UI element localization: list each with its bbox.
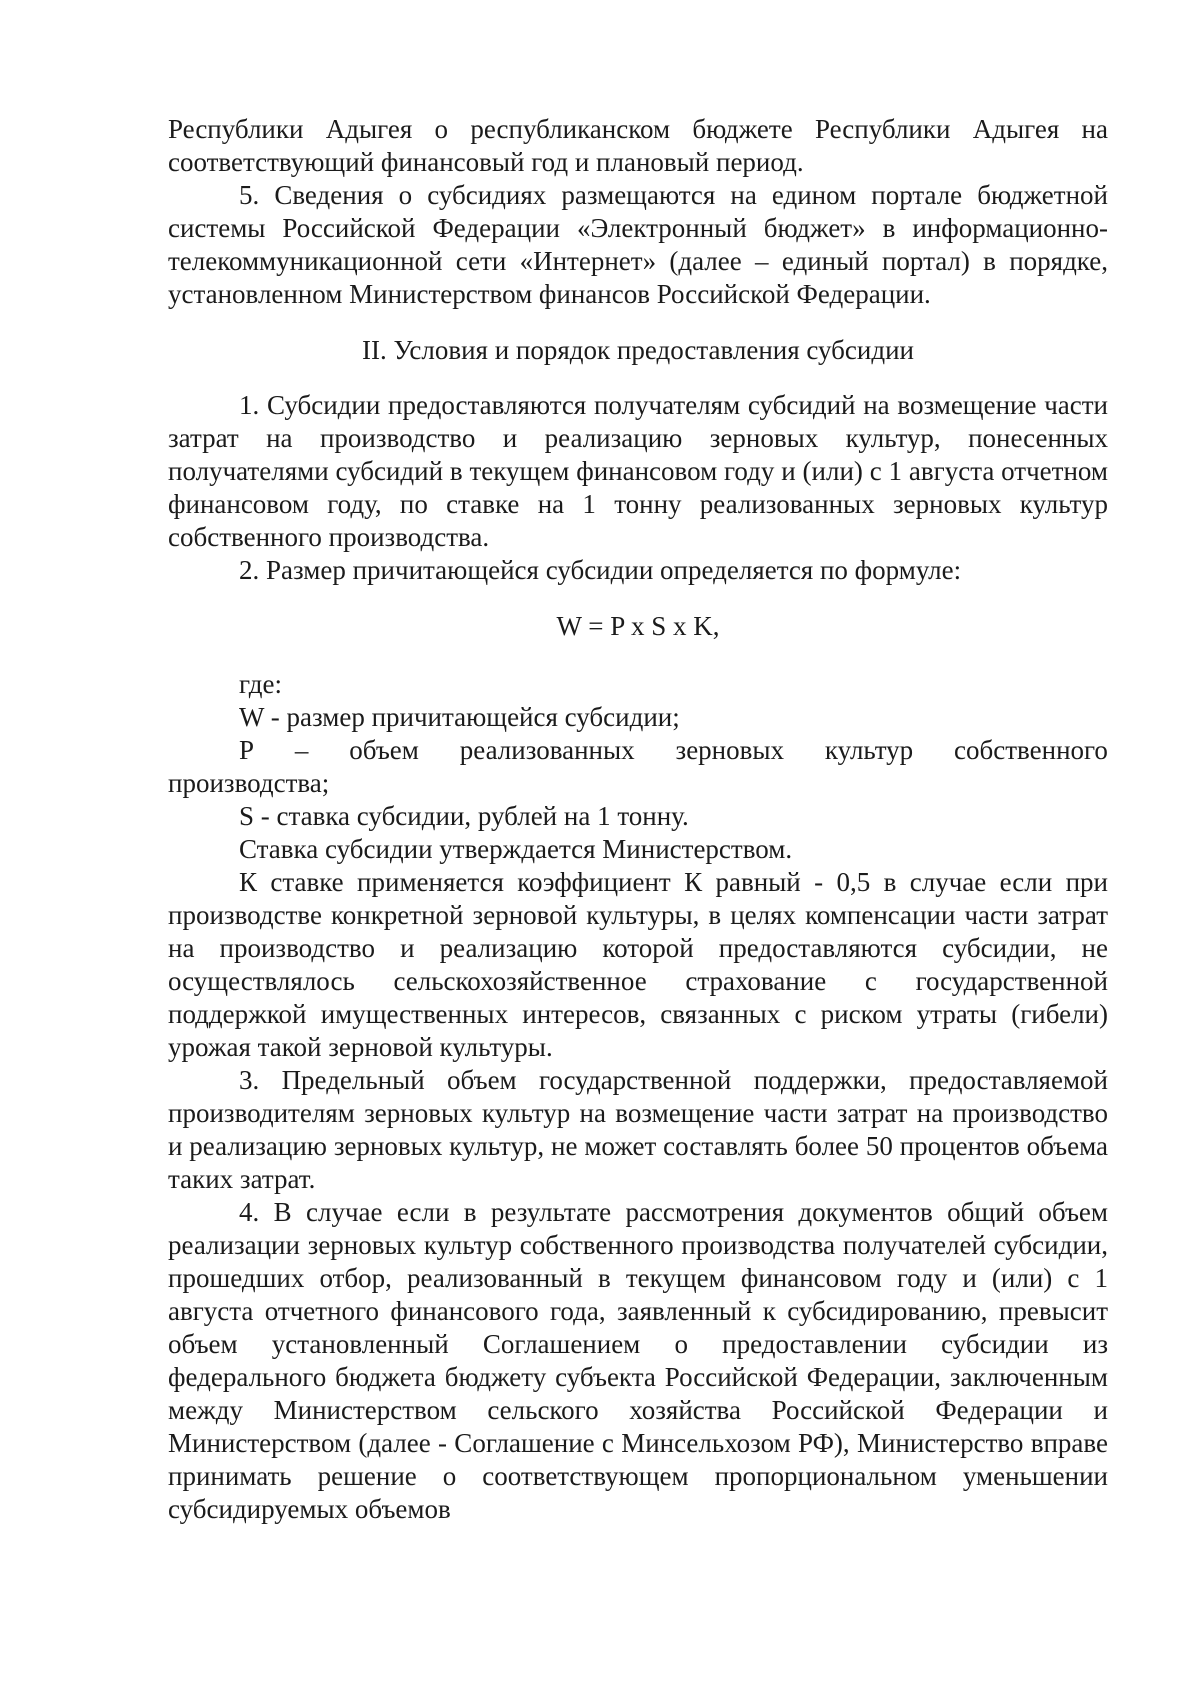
definition-p-word: – xyxy=(294,735,309,765)
paragraph-intro-continuation: Республики Адыгея о республиканском бюджете Республики Адыгея на соответствующий финансовый год и плановый период. xyxy=(168,114,1108,177)
document-body xyxy=(168,113,1108,1526)
subsidy-formula: W = P x S x K, xyxy=(556,611,720,641)
definition-p-word: реализованных xyxy=(459,735,635,765)
definition-p-word: P xyxy=(239,735,255,765)
paragraph-3-support-limit: 3. Предельный объем государственной поддержки, предоставляемой производителям зерновых культур на возмещение части затрат на производство и реализацию зерновых культур, не может составлять более 50 процентов объема таких затрат. xyxy=(168,1065,1108,1194)
definition-p-word: культур xyxy=(824,735,914,765)
paragraph-5-subsidy-info: 5. Сведения о субсидиях размещаются на едином портале бюджетной системы Российской Федерации «Электронный бюджет» в информационно-телекоммуникационной сети «Интернет» (далее – единый портал) в порядке, установленном Министерством финансов Российской Федерации. xyxy=(168,180,1108,309)
definition-s: S - ставка субсидии, рублей на 1 тонну. xyxy=(239,801,689,831)
rate-approval-note: Ставка субсидии утверждается Министерством. xyxy=(239,834,793,864)
formula-where-label: где: xyxy=(239,669,282,699)
definition-p-word: зерновых xyxy=(675,735,785,765)
paragraph-2-formula-intro: 2. Размер причитающейся субсидии определяется по формуле: xyxy=(239,555,962,585)
definition-p-line xyxy=(168,734,1108,767)
paragraph-1-subsidy-purpose: 1. Субсидии предоставляются получателям субсидий на возмещение части затрат на производство и реализацию зерновых культур, понесенных получателями субсидий в текущем финансовом году и (или) с 1 августа отчетном финансовом году, по ставке на 1 тонну реализованных зерновых культур собственного производства. xyxy=(168,390,1108,552)
definition-w: W - размер причитающейся субсидии; xyxy=(239,702,680,732)
coefficient-paragraph: К ставке применяется коэффициент К равный - 0,5 в случае если при производстве конкретной зерновой культуры, в целях компенсации части затрат на производство и реализацию которой предоставляются субсидии, не осуществлялось сельскохозяйственное страхование с государственной поддержкой имущественных интересов, связанных с риском утраты (гибели) урожая такой зерновой культуры. xyxy=(168,867,1108,1062)
definition-p-continuation: производства; xyxy=(168,768,330,798)
paragraph-4-proportional-reduction: 4. В случае если в результате рассмотрения документов общий объем реализации зерновых культур собственного производства получателей субсидии, прошедших отбор, реализованный в текущем финансовом году и (или) с 1 августа отчетного финансового года, заявленный к субсидированию, превысит объем установленный Соглашением о предоставлении субсидии из федерального бюджета бюджету субъекта Российской Федерации, заключенным между Министерством сельского хозяйства Российской Федерации и Министерством (далее - Соглашение с Минсельхозом РФ), Министерство вправе принимать решение о соответствующем пропорциональном уменьшении субсидируемых объемов xyxy=(168,1197,1108,1524)
section-heading: II. Условия и порядок предоставления субсидии xyxy=(362,335,914,365)
definition-p-word: объем xyxy=(349,735,419,765)
definition-p-word: собственного xyxy=(954,735,1108,765)
